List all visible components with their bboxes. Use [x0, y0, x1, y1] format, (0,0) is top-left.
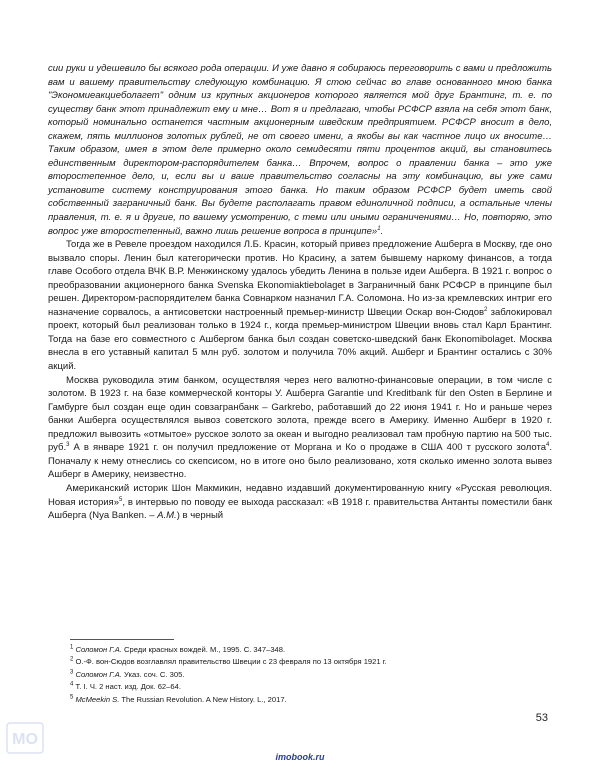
text-run: Москва руководила этим банком, осуществляя через него валютно-финансовые операции, в том числе с золотом. В 1923 г. на базе коммерческой конторы У. Ашберга Garantie und Kreditbank für den Osten в Берлине и Гамбурге был создан еще один совзагранбанк – Garkrebo, работавший до 22 июня 1941 г. Но и раньше через банки Ашберга осуществлялся вывоз советского золота, прежде всего в Америку. Именно Ашберг в 1920 г. предложил вывозить «отмытое» русское золото за океан и выгодно реализовал там пробную партию на 500 тыс. руб. [48, 374, 552, 454]
footnote [70, 669, 550, 681]
mo-logo-icon [6, 722, 44, 754]
text-run: . Поначалу к нему отнеслись со скепсисом, но в итоге оно было реализовано, хотя сколько именно золота вывез Ашберг в Америку, неизвестно. [48, 442, 552, 481]
footnote-text: Т. I. Ч. 2 наст. изд. Док. 62–64. [75, 682, 181, 692]
page-body [48, 62, 552, 523]
body-paragraph [48, 482, 552, 523]
text-run: А.М. [157, 510, 177, 522]
footnote-separator [70, 639, 174, 640]
page-number: 53 [535, 712, 548, 724]
footnote-ref[interactable]: 3 [66, 442, 70, 449]
text-run: сии руки и удешевило бы всякого рода операции. И уже давно я собираюсь переговорить с вами и предложить вам и вашему правительству следующую комбинацию. Я стою сейчас во главе основанного мною банка "Экономиеакциеболагет" одним из крупных акционеров которого является мой друг Брантинг, т. е. по существу банк этот принадлежит ему и мне… Вот я и предлагаю, чтобы РСФСР взяла на себя этот банк, который номинально останется частным акционерным шведским предприятием. РСФСР вносит в дело, скажем, пять миллионов золотых рублей, не от своего имени, а якобы вы как частное лицо их вносите… Таким образом, имея в этом деле примерно около семидесяти пяти процентов акций, вы становитесь единственным директором-распорядителем банка… Впрочем, вопрос о правлении банка – это уже второстепенное дело, и, если вы и ваше правительство согласны на эту комбинацию, вы уже сами установите систему конструирования этого банка. Но таким образом РСФСР будет иметь свой собственный заграничный банк. Вы будете располагать правом единоличной подписи, а остальные члены правления, т. е. я и другие, по вашему усмотрению, с теми или иными ограничениями… Но, повторяю, это вопрос уже второстепенный, важно лишь решение вопроса в принципе» [48, 63, 552, 237]
footnote-number: 3 [70, 669, 74, 676]
footnote [70, 644, 550, 656]
text-run: ) в черный [176, 510, 224, 522]
text-run: , в интервью по поводу ее выхода рассказал: «В 1918 г. правительства Антанты поместили банк Ашберга (Nya Banken. – [48, 496, 552, 522]
footnote-author: Соломон Г.А. [75, 669, 122, 679]
svg-text:МО: МО [12, 731, 38, 748]
body-paragraph [48, 238, 552, 373]
footnote-text: The Russian Revolution. A New History. L., 2017. [119, 694, 287, 704]
footnote-author: Соломон Г.А. [75, 645, 122, 654]
footnote [70, 681, 550, 693]
quote-paragraph [48, 62, 552, 238]
footnotes [70, 644, 550, 706]
text-run: Американский историк Шон Макмикин, недавно издавший документированную книгу «Русская революция. Новая история» [48, 482, 552, 508]
footnote-number: 2 [70, 656, 74, 663]
footnote-number: 4 [70, 681, 74, 688]
text-run: Тогда же в Ревеле проездом находился Л.Б. Красин, который привез предложение Ашберга в Москву, где оно вызвало споры. Ленин был категорически против. Но Красину, а затем бывшему наркому финансов, а тогда главе Особого отдела ВЧК В.Р. Менжинскому удалось убедить Ленина в пользе идеи Ашберга. В 1921 г. вопрос о преобразовании акционерного банка Svenska Ekonomiaktiebolaget в Заграничный банк РСФСР в принципе был решен. Директором-распорядителем банка Совнарком назначил Г.А. Соломона. Но из-за кремлевских интриг его назначение сорвалось, а антисоветски настроенный премьер-министр Швеции Оскар вон-Сюдов [48, 239, 552, 318]
text-run: . [380, 225, 384, 237]
footnote-author: McMeekin S. [75, 694, 120, 704]
site-link[interactable]: imobook.ru [275, 752, 325, 762]
footnote [70, 694, 550, 706]
footnote-text: Указ. соч. С. 305. [121, 669, 185, 679]
main-text [48, 238, 552, 522]
footnote-ref[interactable]: 2 [484, 306, 488, 313]
footnote-ref[interactable]: 1 [377, 225, 381, 232]
footnote-ref[interactable]: 4 [546, 442, 550, 449]
text-run: А в январе 1921 г. он получил предложение от Моргана и Ко о продаже в США 400 т русского золота [69, 442, 547, 454]
footnote-text: Среди красных вождей. М., 1995. С. 347–348. [121, 645, 286, 654]
footnote-number: 1 [70, 644, 74, 651]
footnote-number: 5 [70, 694, 74, 701]
body-paragraph [48, 374, 552, 482]
footnote-ref[interactable]: 5 [118, 496, 123, 503]
text-run: заблокировал проект, который был реализован только в 1924 г., когда премьер-министром Швеции вновь стал Карл Брантинг. Тогда на базе его совместного с Ашбергом банка был создан советско-шведский банк Ekonomibolaget. Москва внесла в его уставный капитал 5 млн руб. золотом и получила 70% акций. Ашберг и Брантинг остались с 30% акций. [48, 306, 553, 373]
footnote [70, 656, 550, 668]
footnote-text: О.-Ф. вон-Сюдов возглавлял правительство Швеции с 23 февраля по 13 октября 1921 г. [75, 657, 387, 667]
